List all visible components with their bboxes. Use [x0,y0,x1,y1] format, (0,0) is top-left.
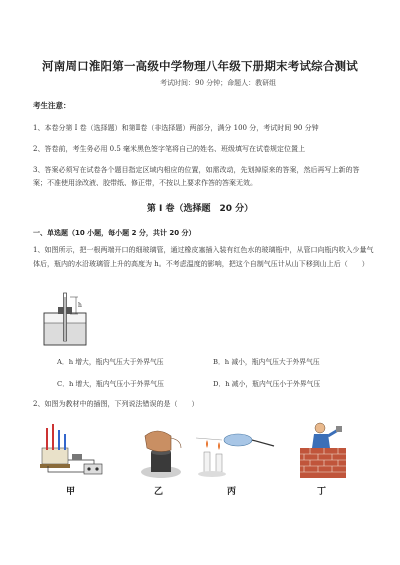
q1-option-d[interactable]: D．h 减小，瓶内气压小于外界气压 [213,380,321,388]
jar-label-h: h [78,302,82,309]
q1-option-c[interactable]: C．h 增大，瓶内气压小于外界气压 [57,380,164,388]
figure-yi-hand [137,426,187,482]
exam-title: 河南周口淮阳第一高级中学物理八年级下册期末考试综合测试 [42,59,358,73]
q1-option-b[interactable]: B．h 减小，瓶内气压大于外界气压 [213,358,320,366]
barometer-jar-figure [40,291,90,347]
figure-label-ding: 丁 [317,487,327,497]
part-heading: 一、单选题（10 小题，每小题 2 分，共计 20 分） [33,229,196,237]
q1-option-a[interactable]: A．h 增大，瓶内气压大于外界气压 [57,358,164,366]
figure-label-bing: 丙 [227,487,237,497]
section-title: 第 I 卷（选择题 20 分） [146,204,254,214]
question-1-stem: 1、如图所示，把一根两端开口的细玻璃管，通过橡皮塞插入装有红色水的玻璃瓶中，从管口向瓶内吹入少量气体后，瓶内的水沿玻璃管上升的高度为 h。不考虑温度的影响，把这个自制气压计从山下移到山上后（ ） [33,246,374,268]
notice-item-2: 2、答卷前，考生务必用 0.5 毫米黑色签字笔将自己的姓名、班级填写在试卷规定位置上 [33,145,306,153]
exam-time: 考试时间：90 分钟；命题人：教研组 [160,79,277,87]
exam-meta [160,78,276,88]
notice-item-3: 3、答案必须写在试卷各个题目指定区域内相应的位置，如需改动，先划掉原来的答案，然后再写上新的答案；不准使用涂改液、胶带纸、修正带，不按以上要求作答的答案无效。 [33,166,360,187]
figure-ding-wall [298,420,350,482]
notice-heading: 考生注意： [33,101,71,110]
figure-jia-circuit [34,420,112,482]
figure-label-jia: 甲 [66,487,76,497]
figure-bing-apparatus [192,420,276,480]
figure-label-yi: 乙 [154,487,164,497]
question-2-stem: 2、如图为教材中的插图，下列说法错误的是（ ） [33,400,199,408]
notice-item-1: 1、本卷分第 I 卷（选择题）和第Ⅱ卷（非选择题）两部分，满分 100 分，考试时间 90 分钟 [33,124,319,132]
